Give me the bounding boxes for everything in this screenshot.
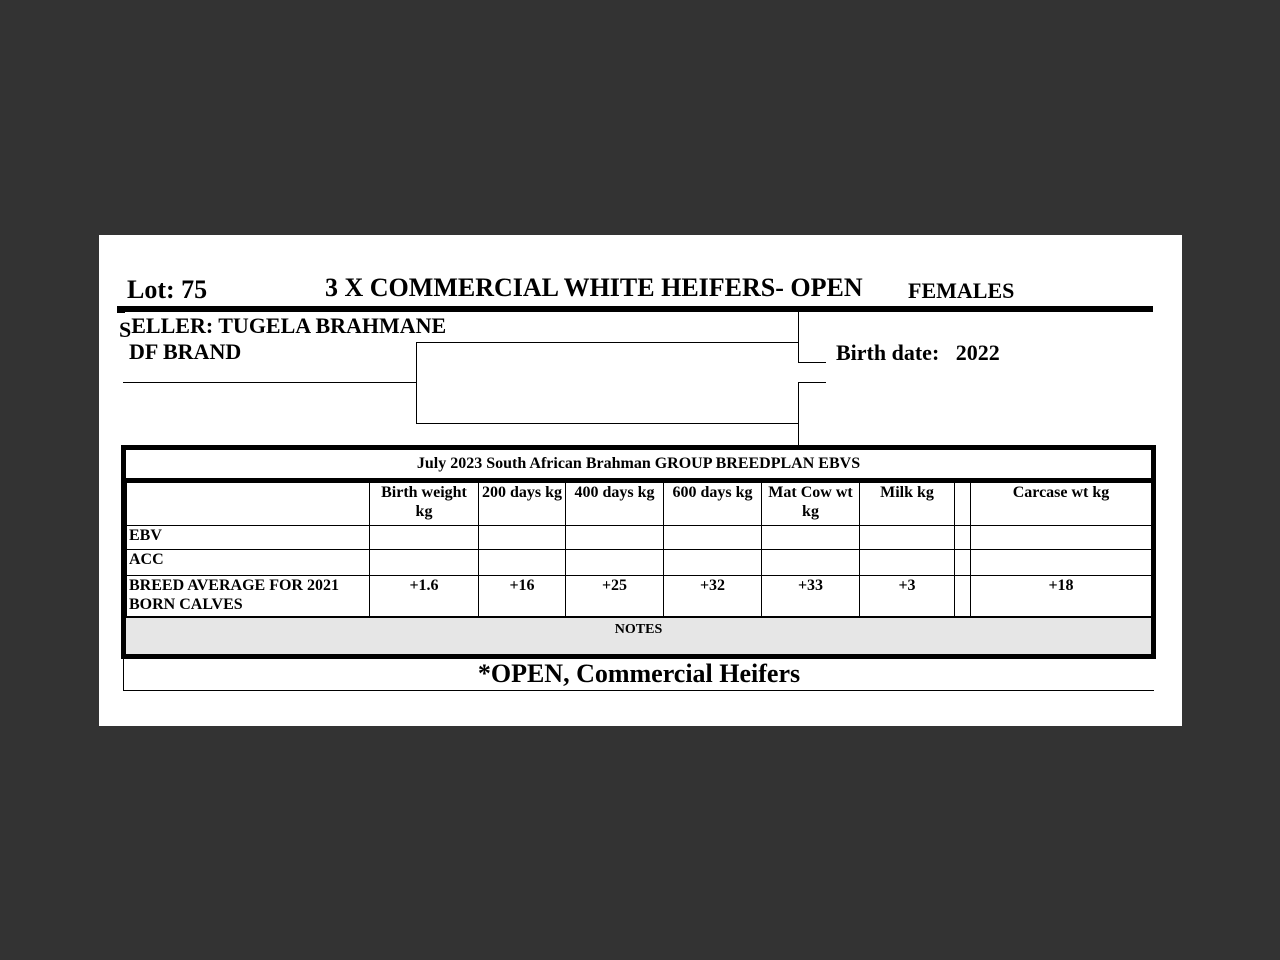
table-cell — [971, 526, 1152, 550]
header-rule — [117, 306, 1153, 312]
ebv-grid — [126, 482, 1152, 621]
table-cell — [370, 526, 479, 550]
row-label: BREED AVERAGE FOR 2021 BORN CALVES — [127, 576, 370, 619]
brand-label: DF BRAND — [129, 339, 242, 364]
lot-number: Lot: 75 — [127, 275, 208, 304]
row-label: ACC — [127, 550, 370, 576]
table-cell: +18 — [971, 576, 1152, 619]
table-cell — [370, 550, 479, 576]
table-cell — [762, 526, 860, 550]
table-cell: +16 — [479, 576, 566, 619]
seller-initial: S — [119, 317, 132, 342]
pedigree-line — [798, 362, 826, 363]
notes-text: *OPEN, Commercial Heifers — [123, 657, 1154, 691]
table-cell: +33 — [762, 576, 860, 619]
table-cell — [971, 550, 1152, 576]
table-cell: +3 — [860, 576, 955, 619]
pedigree-line — [416, 342, 798, 343]
pedigree-line — [123, 382, 417, 383]
row-label: EBV — [127, 526, 370, 550]
ebv-header-row — [127, 483, 1152, 526]
birth-date-value: 2022 — [955, 340, 1000, 365]
table-row — [127, 526, 1152, 550]
category-label: FEMALES — [908, 278, 1015, 303]
table-cell — [955, 526, 971, 550]
pedigree-line — [798, 382, 799, 445]
ebv-table — [121, 445, 1156, 659]
pedigree-line — [416, 342, 417, 424]
table-cell: +1.6 — [370, 576, 479, 619]
table-cell — [955, 576, 971, 619]
notes-header: NOTES — [126, 616, 1151, 654]
table-cell — [479, 526, 566, 550]
table-cell — [664, 550, 762, 576]
column-header: 600 days kg — [664, 483, 762, 526]
birth-date — [836, 340, 1000, 366]
table-cell: +25 — [566, 576, 664, 619]
pedigree-line — [798, 382, 826, 383]
column-header — [955, 483, 971, 526]
column-header: Birth weight kg — [370, 483, 479, 526]
pedigree-line — [416, 423, 798, 424]
seller-line — [119, 313, 447, 342]
sale-catalogue-page — [99, 235, 1182, 726]
table-row — [127, 550, 1152, 576]
table-cell — [664, 526, 762, 550]
column-header: Carcase wt kg — [971, 483, 1152, 526]
table-cell — [860, 526, 955, 550]
column-header: Mat Cow wt kg — [762, 483, 860, 526]
table-cell — [479, 550, 566, 576]
seller-name: ELLER: TUGELA BRAHMANE — [131, 313, 447, 338]
table-cell — [860, 550, 955, 576]
birth-date-label: Birth date: — [836, 340, 940, 365]
table-cell — [955, 550, 971, 576]
table-cell: +32 — [664, 576, 762, 619]
column-header: 400 days kg — [566, 483, 664, 526]
column-header: Milk kg — [860, 483, 955, 526]
ebv-table-title: July 2023 South African Brahman GROUP BREEDPLAN EBVS — [126, 450, 1151, 482]
table-row — [127, 576, 1152, 619]
table-cell — [762, 550, 860, 576]
table-cell — [566, 550, 664, 576]
column-header: 200 days kg — [479, 483, 566, 526]
lot-title: 3 X COMMERCIAL WHITE HEIFERS- OPEN — [325, 273, 863, 302]
table-cell — [566, 526, 664, 550]
pedigree-line — [798, 312, 799, 362]
column-header — [127, 483, 370, 526]
